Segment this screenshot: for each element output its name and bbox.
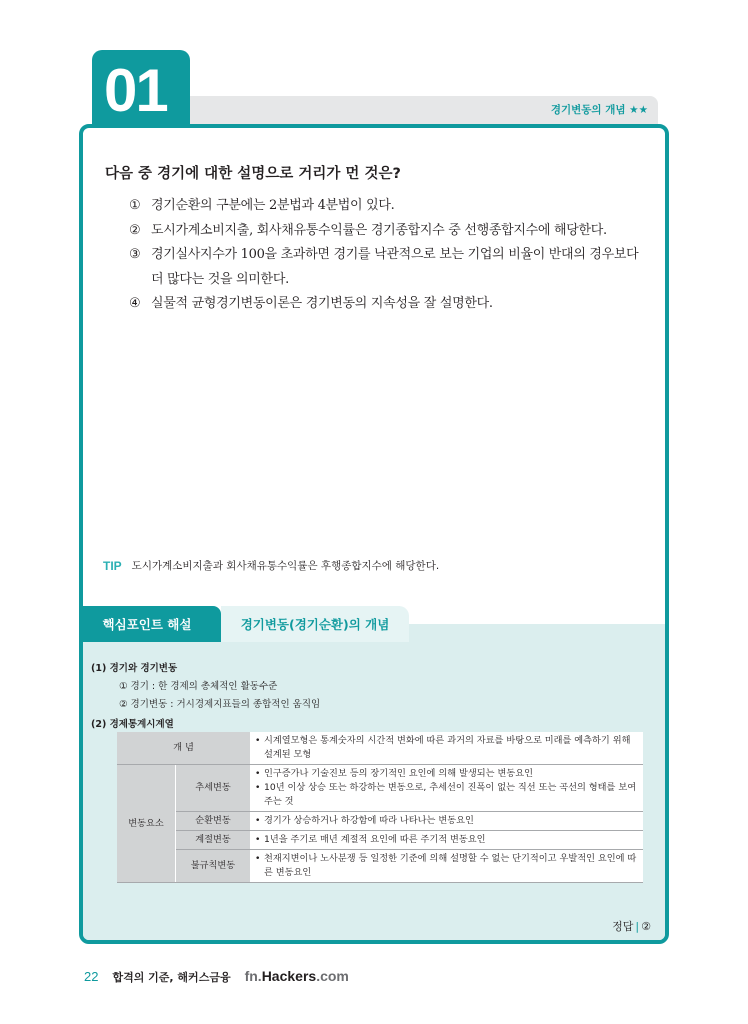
table-head: 순환변동 xyxy=(176,812,251,831)
page-number: 22 xyxy=(84,969,99,984)
question-number: 01 xyxy=(104,57,167,124)
answer xyxy=(612,918,651,934)
table-head: 계절변동 xyxy=(176,831,251,850)
tip-note xyxy=(103,558,439,573)
option-mark: ③ xyxy=(129,247,141,262)
option-1[interactable] xyxy=(129,194,649,219)
option-3[interactable] xyxy=(129,243,649,292)
site-prefix: fn. xyxy=(244,968,262,984)
option-list xyxy=(129,194,649,317)
answer-value: ② xyxy=(641,920,651,933)
tip-text: 도시가계소비지출과 회사채유통수익률은 후행종합지수에 해당한다. xyxy=(131,560,440,572)
table-head: 불규칙변동 xyxy=(176,850,251,883)
cell-text: 10년 이상 상승 또는 하강하는 변동으로, 추세선이 진폭이 없는 직선 또는 곡선의 형태를 보여주는 것 xyxy=(264,782,637,807)
tip-label: TIP xyxy=(103,558,122,573)
explanation-section xyxy=(83,617,665,940)
table-row xyxy=(117,850,643,883)
table-head: 개 념 xyxy=(117,732,251,765)
cell-text: 시계열모형은 통계숫자의 시간적 변화에 따른 과거의 자료를 바탕으로 미래를 예측하기 위해 설계된 모형 xyxy=(264,735,631,760)
table-cell xyxy=(251,765,644,812)
footer-slogan: 합격의 기준, 해커스금융 xyxy=(112,971,231,984)
topic-bar xyxy=(190,96,658,124)
table-row xyxy=(117,831,643,850)
question-card xyxy=(79,124,669,944)
table-row xyxy=(117,765,643,812)
option-text: 경기순환의 구분에는 2분법과 4분법이 있다. xyxy=(151,198,395,213)
question-text: 다음 중 경기에 대한 설명으로 거리가 먼 것은? xyxy=(105,166,401,182)
answer-separator: | xyxy=(635,920,640,933)
site-suffix: .com xyxy=(316,968,349,984)
tab-key-point: 핵심포인트 해설 xyxy=(79,606,221,642)
option-mark: ④ xyxy=(129,296,141,311)
site-brand: Hackers xyxy=(261,968,317,984)
option-mark: ② xyxy=(129,222,141,238)
table-cell xyxy=(251,850,644,883)
bullet: • xyxy=(255,815,261,826)
option-text: 도시가계소비지출, 회사채유통수익률은 경기종합지수 중 선행종합지수에 해당한다. xyxy=(151,222,607,238)
time-series-table xyxy=(117,732,643,883)
option-text: 실물적 균형경기변동이론은 경기변동의 지속성을 잘 설명한다. xyxy=(151,296,493,311)
page-footer xyxy=(84,968,349,985)
bullet: • xyxy=(255,853,261,864)
option-4[interactable] xyxy=(129,292,649,317)
footer-site xyxy=(245,968,349,984)
section-1-title: (1) 경기와 경기변동 xyxy=(91,663,178,674)
cell-text: 인구증가나 기술진보 등의 장기적인 요인에 의해 발생되는 변동요인 xyxy=(264,768,533,779)
option-mark: ① xyxy=(129,198,141,213)
answer-label: 정답 xyxy=(612,920,634,933)
section-2-title: (2) 경제통계시계열 xyxy=(91,719,174,730)
section-1-item: ① 경기 : 한 경제의 총체적인 활동수준 xyxy=(119,681,278,692)
table-row xyxy=(117,732,643,765)
bullet: • xyxy=(255,768,261,779)
cell-text: 경기가 상승하거나 하강함에 따라 나타나는 변동요인 xyxy=(264,815,474,826)
table-head: 추세변동 xyxy=(176,765,251,812)
option-text: 경기실사지수가 100을 초과하면 경기를 낙관적으로 보는 기업의 비율이 반대의 경우보다 더 많다는 것을 의미한다. xyxy=(151,247,639,287)
bullet: • xyxy=(255,782,261,793)
table-cell xyxy=(251,831,644,850)
table-cell xyxy=(251,812,644,831)
table-cell xyxy=(251,732,644,765)
bullet: • xyxy=(255,834,261,845)
table-group-head: 변동요소 xyxy=(117,765,176,883)
option-2[interactable] xyxy=(129,219,649,244)
cell-text: 1년을 주기로 매년 계절적 요인에 따른 주기적 변동요인 xyxy=(264,834,486,845)
topic-label: 경기변동의 개념 ★★ xyxy=(550,104,648,116)
section-1-item: ② 경기변동 : 거시경제지표들의 종합적인 움직임 xyxy=(119,699,321,710)
table-row xyxy=(117,812,643,831)
bullet: • xyxy=(255,735,261,746)
tab-concept: 경기변동(경기순환)의 개념 xyxy=(221,606,409,642)
cell-text: 천재지변이나 노사분쟁 등 일정한 기준에 의해 설명할 수 없는 단기적이고 우발적인 요인에 따른 변동요인 xyxy=(264,853,637,878)
